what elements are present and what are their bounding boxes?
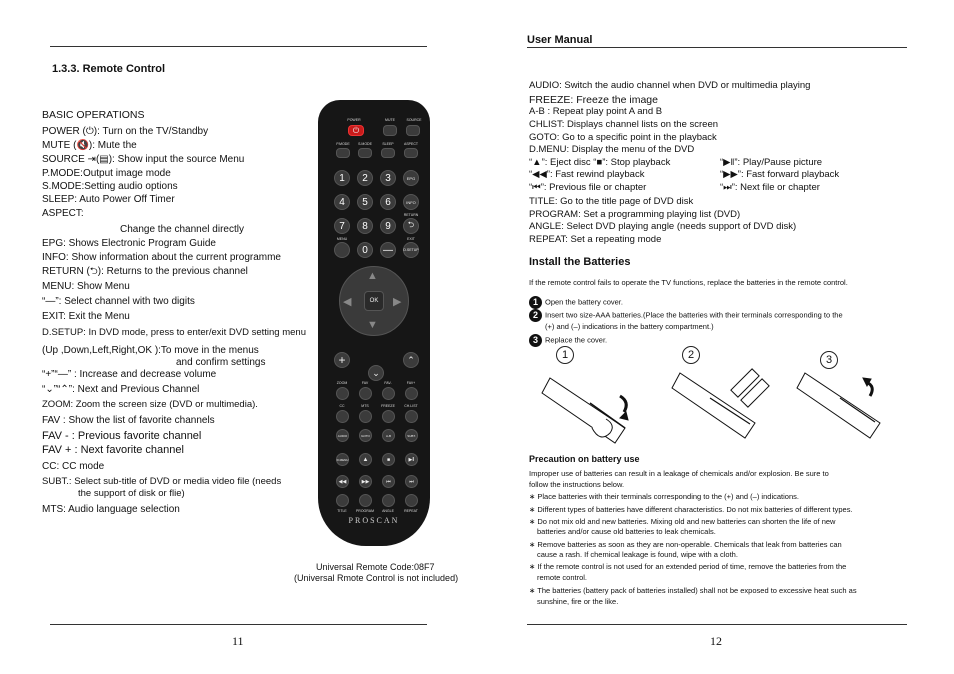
subt-button: SUBT. bbox=[405, 429, 418, 442]
stop-button: ■ bbox=[382, 453, 395, 466]
pmode-label: P.MODE bbox=[336, 142, 350, 146]
line-channel: “⌄”“⌃”: Next and Previous Channel bbox=[42, 384, 200, 395]
line-epg: EPG: Shows Electronic Program Guide bbox=[42, 238, 216, 249]
line-mts: MTS: Audio language selection bbox=[42, 504, 180, 515]
figure-label-1: 1 bbox=[556, 346, 574, 364]
cc-label: CC bbox=[339, 404, 345, 408]
repeat-label: REPEAT bbox=[404, 509, 418, 513]
remote-code: Universal Remote Code:08F7 bbox=[316, 562, 435, 572]
mts-button bbox=[359, 410, 372, 423]
fav-label: FAV bbox=[361, 381, 369, 385]
line-audio: AUDIO: Switch the audio channel when DVD or multimedia playing bbox=[529, 80, 811, 91]
ok-button: OK bbox=[364, 291, 384, 311]
cc-button bbox=[336, 410, 349, 423]
line-eject-stop: “▲”: Eject disc “■”: Stop playback bbox=[529, 157, 671, 168]
line-subt-cont: the support of disk or flie) bbox=[78, 488, 185, 499]
battery-illustrations bbox=[530, 358, 930, 458]
num-8-button: 8 bbox=[357, 218, 373, 234]
dmenu-button: D.MENU bbox=[336, 453, 349, 466]
line-source: SOURCE ⇥(▤): Show input the source Menu bbox=[42, 154, 245, 165]
bottom-rule-right bbox=[527, 624, 907, 625]
line-exit: EXIT: Exit the Menu bbox=[42, 311, 130, 322]
sleep-button bbox=[381, 148, 395, 158]
pmode-button bbox=[336, 148, 350, 158]
line-fav-plus: FAV + : Next favorite channel bbox=[42, 444, 184, 456]
line-nav: (Up ,Down,Left,Right,OK ):To move in the menus bbox=[42, 345, 259, 356]
step-1-number: 1 bbox=[529, 296, 542, 309]
dash-button: — bbox=[380, 242, 396, 258]
zoom-button bbox=[336, 387, 349, 400]
line-fav-minus: FAV - : Previous favorite channel bbox=[42, 430, 202, 442]
step-1: 1 Open the battery cover. bbox=[529, 296, 623, 309]
precaution-line-9: ∗ If the remote control is not used for an extended period of time, remove the batteries from the bbox=[529, 562, 847, 571]
return-button: ⮌ bbox=[403, 218, 419, 234]
precaution-line-1: Improper use of batteries can result in a leakage of chemicals and/or explosion. Be sure to bbox=[529, 469, 829, 478]
line-volume: “+”“—” : Increase and decrease volume bbox=[42, 369, 217, 380]
repeat-button bbox=[405, 494, 418, 507]
volume-up-button: + bbox=[334, 352, 350, 368]
goto-button: GOTO bbox=[359, 429, 372, 442]
num-4-button: 4 bbox=[334, 194, 350, 210]
return-label: RETURN bbox=[403, 213, 419, 217]
audio-button: AUDIO bbox=[336, 429, 349, 442]
fav-plus-label: FAV+ bbox=[406, 381, 416, 385]
remote-control-image bbox=[318, 100, 430, 546]
precaution-line-4: ∗ Different types of batteries have different characteristics. Do not mix batteries of different types. bbox=[529, 505, 853, 514]
line-nav-confirm: and confirm settings bbox=[176, 357, 266, 368]
previous-chapter-button: ⏮ bbox=[382, 475, 395, 488]
line-fav: FAV : Show the list of favorite channels bbox=[42, 415, 215, 426]
precaution-line-2: follow the instructions below. bbox=[529, 480, 625, 489]
line-subt: SUBT.: Select sub-title of DVD or media video file (needs bbox=[42, 476, 282, 487]
illustration-close-cover bbox=[797, 373, 880, 438]
line-rewind: “◀◀”: Fast rewind playback bbox=[529, 169, 645, 180]
angle-button bbox=[382, 494, 395, 507]
step-2-number: 2 bbox=[529, 309, 542, 322]
info-button: INFO bbox=[403, 194, 419, 210]
fav-minus-label: FAV- bbox=[384, 381, 392, 385]
precaution-line-11: ∗ The batteries (battery pack of batteries installed) shall not be exposed to excessive heat such as bbox=[529, 586, 857, 595]
precaution-line-6: batteries and/or cause old batteries to leak chemicals. bbox=[537, 527, 716, 536]
install-intro: If the remote control fails to operate the TV functions, replace the batteries in the remote control. bbox=[529, 278, 848, 287]
step-2-cont: (+) and (–) indications in the battery compartment.) bbox=[545, 322, 714, 331]
line-fast-forward: “▶▶”: Fast forward playback bbox=[720, 169, 840, 180]
fav-minus-button bbox=[382, 387, 395, 400]
num-3-button: 3 bbox=[380, 170, 396, 186]
epg-button: EPG bbox=[403, 170, 419, 186]
channel-up-button: ⌃ bbox=[403, 352, 419, 368]
sleep-label: SLEEP bbox=[382, 142, 394, 146]
menu-label: MENU bbox=[336, 237, 348, 241]
title-button bbox=[336, 494, 349, 507]
line-power: POWER (⏻): Turn on the TV/Standby bbox=[42, 126, 209, 137]
top-rule-right bbox=[527, 47, 907, 48]
eject-button: ▲ bbox=[359, 453, 372, 466]
top-rule-left bbox=[50, 46, 427, 47]
precaution-title: Precaution on battery use bbox=[529, 454, 640, 464]
fav-button bbox=[359, 387, 372, 400]
line-dash: “—”: Select channel with two digits bbox=[42, 296, 195, 307]
num-0-button: 0 bbox=[357, 242, 373, 258]
source-label: SOURCE bbox=[406, 118, 422, 122]
rewind-button: ◀◀ bbox=[336, 475, 349, 488]
aspect-button bbox=[404, 148, 418, 158]
page-number-right: 12 bbox=[710, 634, 722, 648]
line-freeze: FREEZE: Freeze the image bbox=[529, 94, 658, 106]
line-pmode: P.MODE:Output image mode bbox=[42, 168, 171, 179]
step-3-number: 3 bbox=[529, 334, 542, 347]
manual-header: User Manual bbox=[527, 34, 593, 46]
line-menu: MENU: Show Menu bbox=[42, 281, 130, 292]
line-program: PROGRAM: Set a programming playing list (DVD) bbox=[529, 209, 741, 220]
line-angle: ANGLE: Select DVD playing angle (needs support of DVD disk) bbox=[529, 221, 797, 232]
precaution-line-8: cause a rash. If chemical leakage is found, wipe with a cloth. bbox=[537, 550, 738, 559]
fast-forward-button: ▶▶ bbox=[359, 475, 372, 488]
install-title: Install the Batteries bbox=[529, 256, 631, 268]
ab-button: A-B bbox=[382, 429, 395, 442]
line-next: “⏭”: Next file or chapter bbox=[720, 182, 820, 193]
chlist-button bbox=[405, 410, 418, 423]
freeze-button bbox=[382, 410, 395, 423]
line-aspect: ASPECT: bbox=[42, 208, 84, 219]
up-arrow-icon: ▲ bbox=[367, 270, 378, 282]
right-arrow-icon: ▶ bbox=[393, 296, 402, 308]
volume-down-button: ⌄ bbox=[368, 365, 384, 381]
num-2-button: 2 bbox=[357, 170, 373, 186]
exit-label: EXIT bbox=[407, 237, 415, 241]
precaution-line-12: sunshine, fire or the like. bbox=[537, 597, 619, 606]
num-7-button: 7 bbox=[334, 218, 350, 234]
program-button bbox=[359, 494, 372, 507]
illustration-insert-batteries bbox=[672, 369, 769, 438]
angle-label: ANGLE bbox=[382, 509, 394, 513]
dsetup-button: D.SETUP bbox=[403, 242, 419, 258]
program-label: PROGRAM bbox=[355, 509, 375, 513]
num-6-button: 6 bbox=[380, 194, 396, 210]
play-pause-button: ▶‖ bbox=[405, 453, 418, 466]
line-return: RETURN (⮌): Returns to the previous channel bbox=[42, 266, 248, 277]
smode-button bbox=[358, 148, 372, 158]
line-title: TITLE: Go to the title page of DVD disk bbox=[529, 196, 694, 207]
left-arrow-icon: ◀ bbox=[343, 296, 352, 308]
line-dmenu: D.MENU: Display the menu of the DVD bbox=[529, 144, 695, 155]
line-goto: GOTO: Go to a specific point in the playback bbox=[529, 132, 717, 143]
line-play-pause: “▶‖”: Play/Pause picture bbox=[720, 157, 823, 168]
line-previous: “⏮”: Previous file or chapter bbox=[529, 182, 647, 193]
next-chapter-button: ⏭ bbox=[405, 475, 418, 488]
num-1-button: 1 bbox=[334, 170, 350, 186]
line-zoom: ZOOM: Zoom the screen size (DVD or multimedia). bbox=[42, 399, 258, 410]
line-smode: S.MODE:Setting audio options bbox=[42, 181, 178, 192]
figure-label-2: 2 bbox=[682, 346, 700, 364]
freeze-label: FREEZE bbox=[381, 404, 395, 408]
precaution-line-3: ∗ Place batteries with their terminals corresponding to the (+) and (–) indications. bbox=[529, 492, 799, 501]
basic-operations-heading: BASIC OPERATIONS bbox=[42, 109, 145, 121]
down-arrow-icon: ▼ bbox=[367, 319, 378, 331]
line-chlist: CHLIST: Displays channel lists on the screen bbox=[529, 119, 719, 130]
fav-plus-button bbox=[405, 387, 418, 400]
source-button bbox=[406, 125, 420, 136]
section-title: 1.3.3. Remote Control bbox=[52, 63, 166, 75]
num-5-button: 5 bbox=[357, 194, 373, 210]
power-button: ⏻ bbox=[348, 125, 364, 136]
zoom-label: ZOOM bbox=[336, 381, 348, 385]
precaution-line-10: remote control. bbox=[537, 573, 588, 582]
line-info: INFO: Show information about the current programme bbox=[42, 252, 281, 263]
precaution-line-7: ∗ Remove batteries as soon as they are non-operable. Chemicals that leak from batteries can bbox=[529, 540, 842, 549]
line-ab: A-B : Repeat play point A and B bbox=[529, 106, 663, 117]
num-9-button: 9 bbox=[380, 218, 396, 234]
precaution-line-5: ∗ Do not mix old and new batteries. Mixing old and new batteries can shorten the life of new bbox=[529, 517, 836, 526]
aspect-label: ASPECT bbox=[403, 142, 418, 146]
line-sleep: SLEEP: Auto Power Off Timer bbox=[42, 194, 175, 205]
brand-logo: PROSCAN bbox=[348, 516, 400, 525]
illustration-open-cover bbox=[542, 378, 628, 443]
mts-label: MTS bbox=[361, 404, 369, 408]
title-label: TITLE bbox=[337, 509, 347, 513]
chlist-label: CH.LIST bbox=[404, 404, 418, 408]
bottom-rule-left bbox=[50, 624, 427, 625]
mute-label: MUTE bbox=[385, 118, 395, 122]
figure-label-3: 3 bbox=[820, 351, 838, 369]
line-cc: CC: CC mode bbox=[42, 461, 105, 472]
line-dsetup: D.SETUP: In DVD mode, press to enter/exit DVD setting menu bbox=[42, 327, 306, 338]
menu-button bbox=[334, 242, 350, 258]
step-3: 3 Replace the cover. bbox=[529, 334, 607, 347]
step-2: 2 Insert two size-AAA batteries.(Place the batteries with their terminals corresponding to the bbox=[529, 309, 843, 322]
mute-button bbox=[383, 125, 397, 136]
line-repeat: REPEAT: Set a repeating mode bbox=[529, 234, 662, 245]
remote-note: (Universal Rmote Control is not included) bbox=[294, 573, 459, 583]
line-mute: MUTE (🔇): Mute the bbox=[42, 140, 137, 151]
smode-label: S.MODE bbox=[358, 142, 372, 146]
power-label: POWER bbox=[347, 118, 361, 122]
line-change-channel: Change the channel directly bbox=[120, 224, 244, 235]
page-number-left: 11 bbox=[232, 634, 244, 648]
